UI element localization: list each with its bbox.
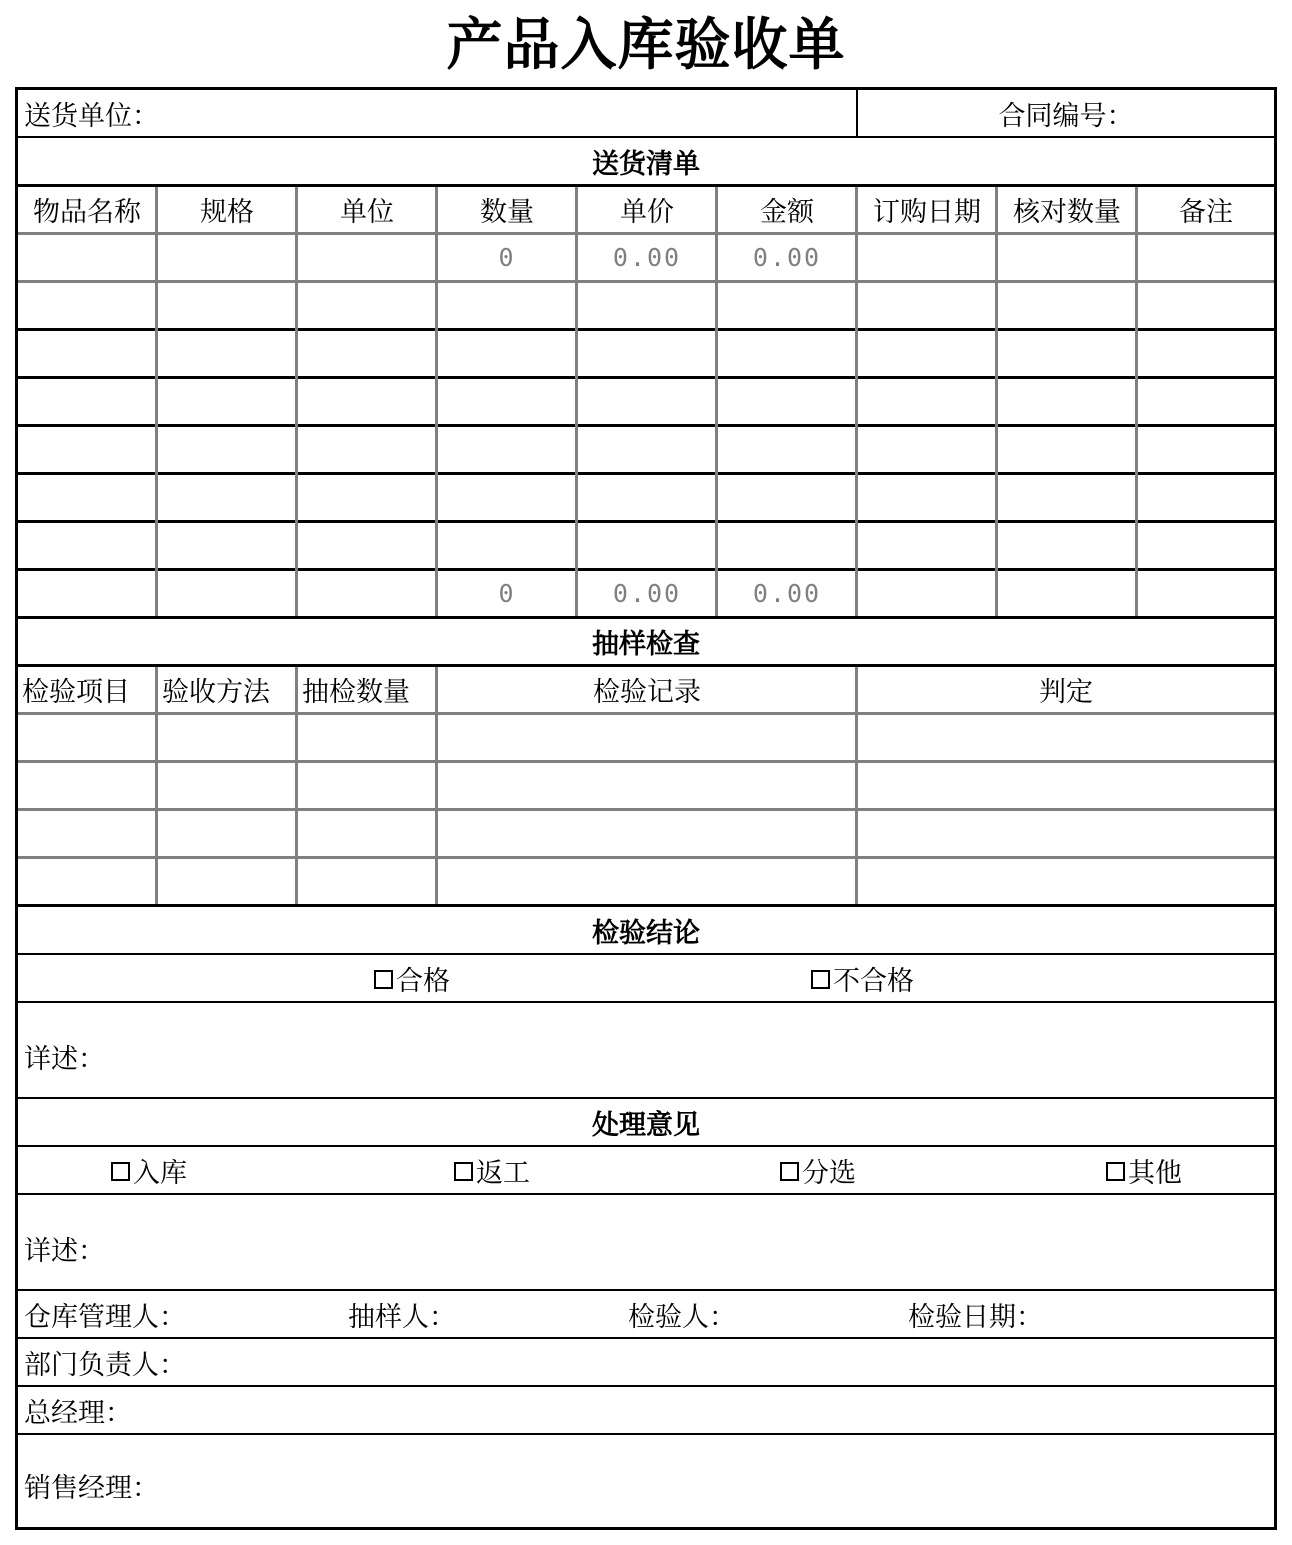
divider: [18, 376, 1274, 379]
divider: [18, 856, 1274, 859]
divider: [18, 760, 1274, 763]
grid-line: [1135, 187, 1138, 616]
col-judgement: 判定: [1039, 677, 1093, 708]
form-title: 产品入库验收单: [446, 13, 846, 78]
grid-line: [715, 187, 718, 616]
grid-line: [995, 187, 998, 616]
grid-line: [435, 187, 438, 616]
total-price: 0.00: [612, 579, 682, 608]
grid-line: [295, 187, 298, 616]
handling-detail-row: [18, 1195, 1274, 1289]
conclusion-section-title: 检验结论: [592, 917, 700, 949]
first-row-quantity: 0: [498, 243, 516, 272]
grid-line: [575, 187, 578, 616]
handling-detail-label: 详述：: [24, 1235, 105, 1267]
sorting-checkbox[interactable]: [780, 1162, 799, 1181]
general-manager-label: 总经理：: [24, 1397, 132, 1429]
divider: [18, 520, 1274, 523]
inspector-label: 检验人：: [628, 1301, 736, 1333]
grid-line: [155, 667, 158, 904]
option-rework[interactable]: [454, 1147, 530, 1193]
first-row-price: 0.00: [612, 243, 682, 272]
col-sample-quantity: 抽检数量: [302, 677, 410, 708]
grid-line: [155, 187, 158, 616]
signature-row-2: [18, 1339, 1274, 1385]
option-stock-in[interactable]: [111, 1147, 187, 1193]
sampling-section-title-row: [18, 619, 1274, 664]
col-checked-quantity: 核对数量: [1013, 197, 1121, 228]
option-fail-label: 不合格: [833, 965, 914, 997]
col-order-date: 订购日期: [873, 197, 981, 228]
total-quantity: 0: [498, 579, 516, 608]
first-row-amount: 0.00: [752, 243, 822, 272]
sampling-header-row: [18, 667, 1274, 712]
grid-line: [435, 667, 438, 904]
warehouse-manager-label: 仓库管理人：: [24, 1301, 186, 1333]
option-rework-label: 返工: [476, 1157, 530, 1189]
col-inspection-record: 检验记录: [593, 677, 701, 708]
grid-line: [855, 187, 858, 616]
divider: [18, 280, 1274, 283]
col-inspection-item: 检验项目: [22, 677, 130, 708]
stock-in-checkbox[interactable]: [111, 1162, 130, 1181]
option-other-label: 其他: [1128, 1157, 1182, 1189]
header-divider: [856, 90, 858, 136]
option-stock-in-label: 入库: [133, 1157, 187, 1189]
col-unit: 单位: [340, 197, 394, 228]
handling-section-title: 处理意见: [592, 1109, 700, 1141]
grid-line: [855, 667, 858, 904]
divider: [18, 712, 1274, 715]
acceptance-form: [15, 87, 1277, 1530]
supplier-label: 送货单位：: [24, 100, 159, 132]
col-acceptance-method: 验收方法: [162, 677, 270, 708]
other-checkbox[interactable]: [1106, 1162, 1125, 1181]
pass-checkbox[interactable]: [374, 970, 393, 989]
sampler-label: 抽样人：: [348, 1301, 456, 1333]
divider: [18, 808, 1274, 811]
col-amount: 金额: [760, 197, 814, 228]
signature-row-4: [18, 1435, 1274, 1527]
dept-head-label: 部门负责人：: [24, 1349, 186, 1381]
col-unit-price: 单价: [620, 197, 674, 228]
delivery-row-first: [18, 235, 1274, 280]
handling-section-title-row: [18, 1099, 1274, 1145]
conclusion-options-row: [18, 955, 1274, 1001]
grid-line: [295, 667, 298, 904]
fail-checkbox[interactable]: [811, 970, 830, 989]
signature-row-1: [18, 1291, 1274, 1337]
sampling-section-title: 抽样检查: [592, 629, 700, 660]
delivery-header-row: [18, 187, 1274, 232]
total-amount: 0.00: [752, 579, 822, 608]
option-pass[interactable]: [374, 955, 450, 1001]
delivery-row-total: [18, 571, 1274, 616]
inspection-date-label: 检验日期：: [908, 1301, 1043, 1333]
col-spec: 规格: [200, 197, 254, 228]
signature-row-3: [18, 1387, 1274, 1433]
rework-checkbox[interactable]: [454, 1162, 473, 1181]
divider: [18, 472, 1274, 475]
col-item-name: 物品名称: [33, 197, 141, 228]
delivery-section-title: 送货清单: [592, 148, 700, 180]
option-fail[interactable]: [811, 955, 914, 1001]
conclusion-section-title-row: [18, 907, 1274, 953]
option-pass-label: 合格: [396, 965, 450, 997]
divider: [18, 328, 1274, 331]
col-quantity: 数量: [480, 197, 534, 228]
header-row: [18, 90, 1274, 136]
delivery-section-title-row: [18, 138, 1274, 184]
option-sorting[interactable]: [780, 1147, 856, 1193]
contract-number-label: 合同编号：: [998, 100, 1134, 132]
handling-options-row: [18, 1147, 1274, 1193]
sales-manager-label: 销售经理：: [24, 1472, 159, 1504]
option-sorting-label: 分选: [802, 1157, 856, 1189]
col-remarks: 备注: [1179, 197, 1233, 228]
option-other[interactable]: [1106, 1147, 1182, 1193]
divider: [18, 424, 1274, 427]
conclusion-detail-row: [18, 1003, 1274, 1097]
conclusion-detail-label: 详述：: [24, 1043, 105, 1075]
